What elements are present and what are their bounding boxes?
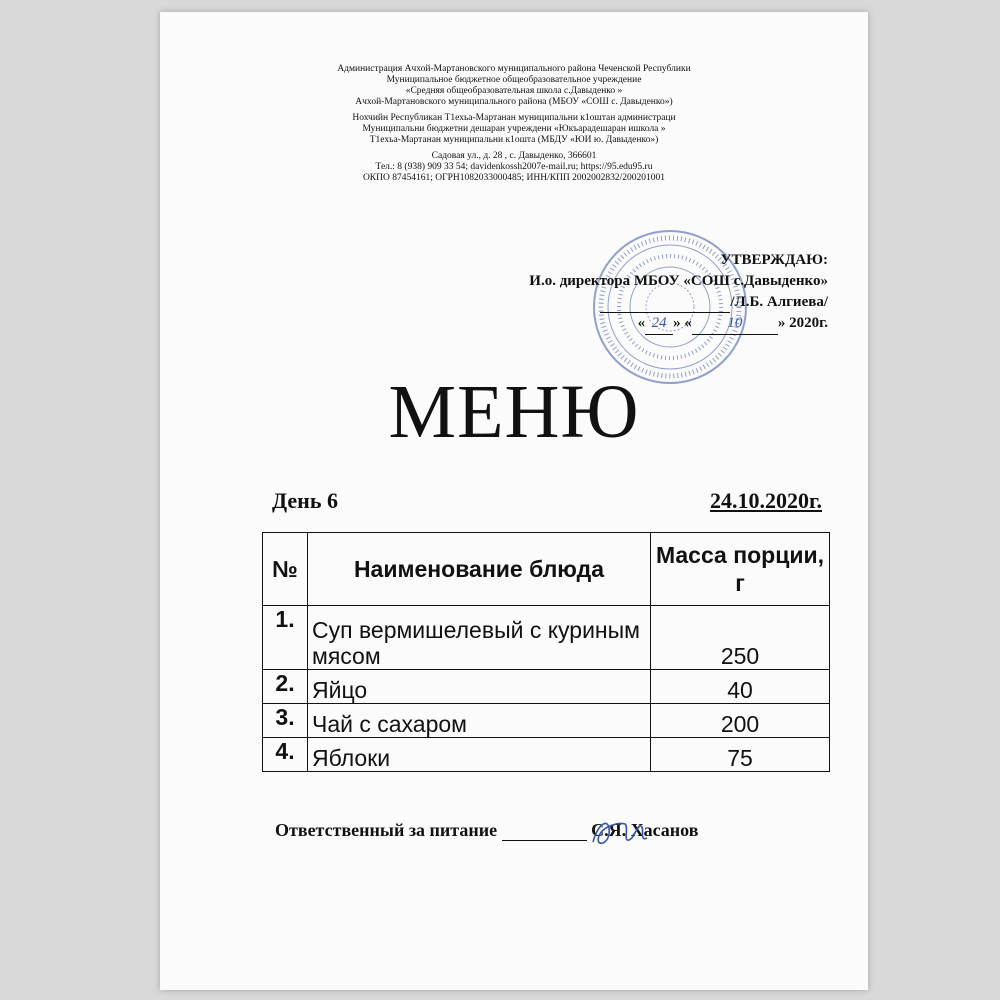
letterhead-line: Нохчийн Республикан Т1ехьа-Мартанан муниципальни к1оштан администраци: [352, 113, 676, 123]
table-row: [263, 704, 830, 738]
table-row: [263, 738, 830, 772]
menu-table: [262, 532, 830, 772]
row-number: 3.: [263, 704, 308, 738]
approval-month: 10: [692, 313, 778, 335]
row-dish-name: Суп вермишелевый с куриным мясом: [308, 606, 651, 670]
approval-signature-row: [529, 292, 828, 313]
approval-year: » 2020г.: [777, 315, 828, 331]
row-number: 1.: [263, 606, 308, 670]
letterhead-line: Тел.: 8 (938) 909 33 54; davidenkossh2007e-mail.ru; https://95.edu95.ru: [375, 162, 653, 172]
responsible-name: С.Я. Хасанов: [591, 820, 699, 840]
header-portion-mass: Масса порции, г: [651, 533, 830, 606]
header-number: №: [263, 533, 308, 606]
letterhead-line: Садовая ул., д. 28 , с. Давыденко, 366601: [431, 151, 597, 161]
approval-block: [529, 250, 828, 335]
row-dish-name: Чай с сахаром: [308, 704, 651, 738]
date-mid-quote: » «: [673, 315, 692, 331]
row-mass: 75: [651, 738, 830, 772]
handwritten-signature-icon: [585, 812, 655, 852]
letterhead-line: Муниципальное бюджетное общеобразовательное учреждение: [386, 75, 642, 85]
row-mass: 200: [651, 704, 830, 738]
table-row: [263, 670, 830, 704]
row-mass: 40: [651, 670, 830, 704]
letterhead-contacts: [160, 151, 868, 184]
letterhead-line: Т1ехьа-Мартанан муниципальни к1ошта (МБДУ «ЮИ ю. Давыденко»): [369, 135, 659, 145]
letterhead-line: ОКПО 87454161; ОГРН1082033000485; ИНН/КПП 2002002832/200201001: [362, 173, 666, 183]
row-number: 2.: [263, 670, 308, 704]
row-dish-name: Яблоки: [308, 738, 651, 772]
date-open-quote: «: [637, 315, 646, 331]
approval-date-row: [529, 313, 828, 335]
approval-day: 24: [645, 313, 673, 335]
day-label: День 6: [272, 488, 338, 513]
approval-heading: УТВЕРЖДАЮ:: [720, 252, 828, 268]
letterhead-ru: [160, 64, 868, 108]
row-number: 4.: [263, 738, 308, 772]
letterhead-line: «Средняя общеобразовательная школа с.Давыденко »: [405, 86, 623, 96]
page-title: МЕНЮ: [388, 370, 640, 454]
document-page: [160, 12, 868, 990]
approval-position: И.о. директора МБОУ «СОШ с.Давыденко»: [529, 273, 828, 289]
letterhead-ce: [160, 113, 868, 146]
row-mass: 250: [651, 606, 830, 670]
letterhead: [160, 64, 868, 189]
table-row: [263, 606, 830, 670]
signature-line: [600, 298, 730, 313]
row-dish-name: Яйцо: [308, 670, 651, 704]
letterhead-line: Ачхой-Мартановского муниципального района (МБОУ «СОШ с. Давыденко»): [355, 97, 673, 107]
letterhead-line: Муниципальни бюджетни дешаран учреждени «Юкъарадешаран ишкола »: [362, 124, 666, 134]
signature-line: [502, 822, 587, 841]
day-row: [272, 488, 822, 514]
menu-date: 24.10.2020г.: [709, 488, 822, 513]
approver-name: /Л.Б. Алгиева/: [730, 294, 828, 310]
header-dish-name: Наименование блюда: [308, 533, 651, 606]
table-header-row: [263, 533, 830, 606]
letterhead-line: Администрация Ачхой-Мартановского муниципального района Чеченской Республики: [337, 64, 691, 74]
responsible-label: Ответственный за питание: [275, 820, 498, 840]
